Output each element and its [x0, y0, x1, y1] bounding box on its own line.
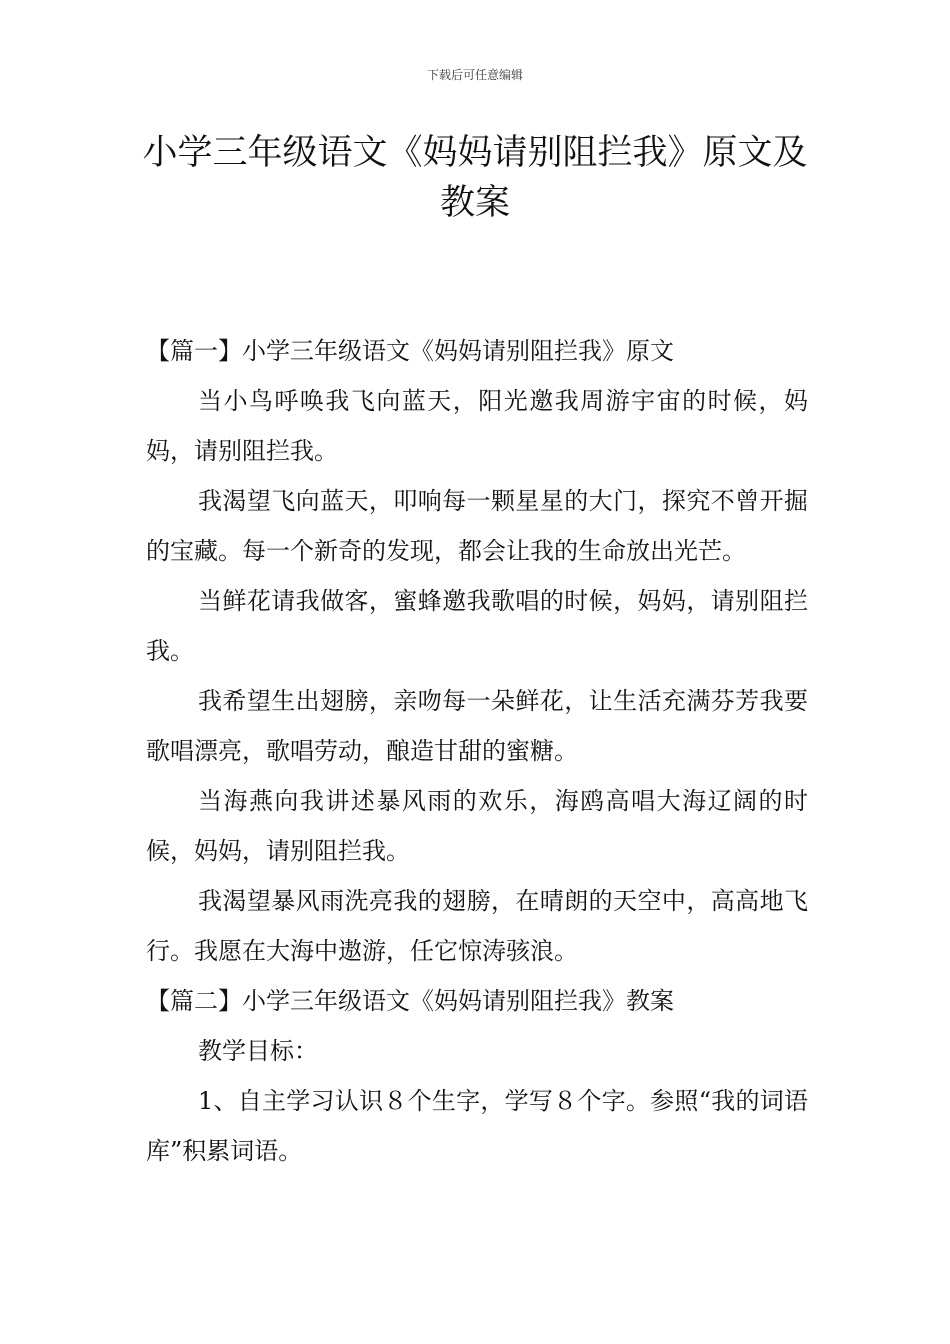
- document-title: 小学三年级语文《妈妈请别阻拦我》原文及教案: [142, 133, 808, 223]
- section-heading-1: 【篇一】小学三年级语文《妈妈请别阻拦我》原文: [146, 337, 674, 365]
- paragraph: 我渴望飞向蓝天，叩响每一颗星星的大门，探究不曾开掘的宝藏。每一个新奇的发现，都会让我的生命放出光芒。: [146, 487, 808, 565]
- paragraph: 当小鸟呼唤我飞向蓝天，阳光邀我周游宇宙的时候，妈妈，请别阻拦我。: [146, 387, 808, 465]
- paragraph: 1、自主学习认识８个生字，学写８个字。参照“我的词语库”积累词语。: [146, 1087, 808, 1165]
- paragraph: 我希望生出翅膀，亲吻每一朵鲜花，让生活充满芬芳我要歌唱漂亮，歌唱劳动，酿造甘甜的蜜糖。: [146, 687, 808, 765]
- paragraph: 教学目标：: [198, 1037, 318, 1065]
- paragraph: 我渴望暴风雨洗亮我的翅膀，在晴朗的天空中，高高地飞行。我愿在大海中遨游，任它惊涛骇浪。: [146, 887, 808, 965]
- section-heading-2: 【篇二】小学三年级语文《妈妈请别阻拦我》教案: [146, 987, 674, 1015]
- document-body: [146, 326, 808, 1176]
- header-note: 下载后可任意编辑: [426, 68, 523, 82]
- paragraph: 当鲜花请我做客，蜜蜂邀我歌唱的时候，妈妈，请别阻拦我。: [146, 587, 808, 665]
- paragraph: 当海燕向我讲述暴风雨的欢乐，海鸥高唱大海辽阔的时候，妈妈，请别阻拦我。: [146, 787, 808, 865]
